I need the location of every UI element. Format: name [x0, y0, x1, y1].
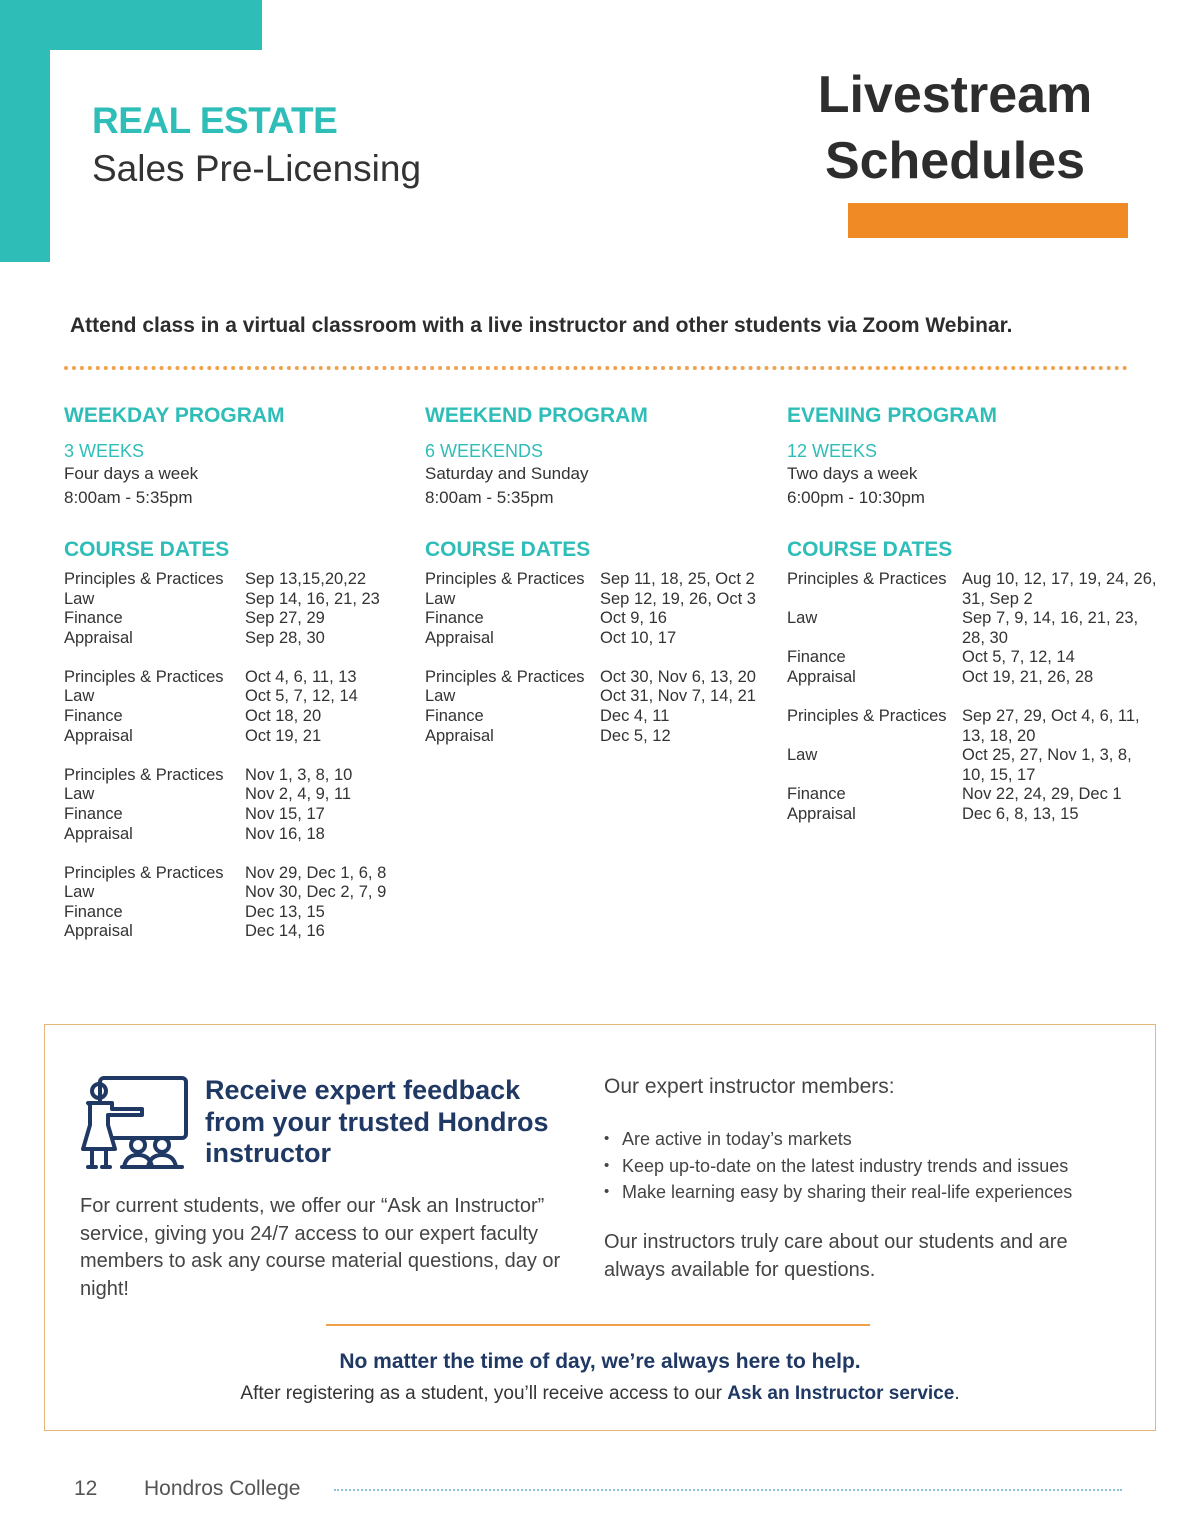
course-name: Appraisal — [787, 667, 856, 686]
course-dates: Sep 28, 30 — [245, 628, 325, 647]
program-days: Four days a week — [64, 464, 199, 483]
table-row — [425, 590, 785, 610]
course-name: Finance — [787, 648, 846, 667]
register-text — [44, 1383, 1156, 1405]
course-dates: Nov 29, Dec 1, 6, 8 — [245, 863, 387, 882]
course-date-group — [64, 668, 424, 746]
course-dates: Aug 10, 12, 17, 19, 24, 26, 31, Sep 2 — [962, 570, 1157, 608]
course-name: Principles & Practices — [787, 570, 947, 588]
course-name: Principles & Practices — [425, 667, 585, 686]
course-name: Law — [64, 589, 95, 608]
instructor-icon — [78, 1075, 190, 1171]
weekday-program-column — [64, 404, 424, 962]
course-name: Appraisal — [425, 726, 494, 745]
table-row — [425, 609, 785, 629]
table-row — [64, 570, 424, 590]
course-dates: Sep 14, 16, 21, 23 — [245, 589, 380, 608]
table-row — [64, 805, 424, 825]
course-name: Appraisal — [787, 805, 856, 824]
table-row — [425, 707, 785, 727]
course-dates: Oct 25, 27, Nov 1, 3, 8, 10, 15, 17 — [962, 746, 1132, 784]
course-dates: Oct 4, 6, 11, 13 — [245, 667, 357, 686]
course-dates: Oct 18, 20 — [245, 707, 322, 726]
course-name: Finance — [425, 609, 484, 628]
members-list — [604, 1126, 1072, 1206]
footer-dotted-line — [334, 1489, 1122, 1491]
page-title-line2: Schedules — [824, 132, 1086, 190]
program-duration: 3 WEEKS — [64, 441, 145, 461]
table-row — [64, 766, 424, 786]
table-row — [64, 864, 424, 884]
course-date-group — [787, 570, 1157, 688]
course-name: Finance — [64, 902, 123, 921]
table-row — [787, 648, 1157, 668]
program-heading: EVENING PROGRAM — [787, 404, 998, 427]
course-name: Principles & Practices — [64, 765, 224, 784]
course-name: Principles & Practices — [64, 667, 224, 686]
table-row — [64, 922, 424, 942]
feedback-title: Receive expert feedback from your trusted Hondros instructor — [205, 1075, 549, 1168]
intro-text: Attend class in a virtual classroom with a live instructor and other students via Zoom Webinar. — [70, 314, 1013, 337]
course-name: Appraisal — [425, 628, 494, 647]
course-name: Principles & Practices — [787, 707, 947, 726]
table-row — [787, 805, 1157, 825]
table-row — [64, 609, 424, 629]
course-name: Law — [64, 785, 95, 804]
course-dates: Nov 16, 18 — [245, 824, 325, 843]
program-title: REAL ESTATE — [92, 100, 338, 141]
course-name: Principles & Practices — [64, 863, 224, 882]
course-name: Finance — [64, 707, 123, 726]
table-row — [64, 707, 424, 727]
table-row — [425, 570, 785, 590]
course-dates-heading: COURSE DATES — [64, 538, 230, 561]
program-heading: WEEKEND PROGRAM — [425, 404, 648, 427]
program-subtitle: Sales Pre-Licensing — [92, 148, 422, 189]
course-name: Finance — [64, 609, 123, 628]
course-name: Appraisal — [64, 628, 133, 647]
course-dates: Oct 31, Nov 7, 14, 21 — [600, 687, 756, 706]
table-row — [64, 785, 424, 805]
table-row — [425, 629, 785, 649]
ask-instructor-link: Ask an Instructor service — [727, 1383, 955, 1404]
course-name: Principles & Practices — [64, 570, 224, 588]
table-row — [787, 746, 1157, 785]
course-date-group — [64, 864, 424, 942]
course-dates: Sep 27, 29 — [245, 609, 325, 628]
page-title — [790, 62, 1120, 194]
course-name: Law — [64, 687, 95, 706]
course-name: Law — [64, 883, 95, 902]
course-dates: Dec 4, 11 — [600, 707, 670, 726]
program-heading: WEEKDAY PROGRAM — [64, 404, 285, 427]
course-dates: Nov 22, 24, 29, Dec 1 — [962, 785, 1122, 804]
course-name: Appraisal — [64, 726, 133, 745]
register-suffix: . — [954, 1383, 960, 1404]
members-title: Our expert instructor members: — [604, 1075, 895, 1098]
table-row — [787, 707, 1157, 746]
table-row — [787, 785, 1157, 805]
course-dates: Sep 7, 9, 14, 16, 21, 23, 28, 30 — [962, 609, 1139, 647]
table-row — [425, 687, 785, 707]
course-date-group — [425, 668, 785, 746]
course-dates: Oct 5, 7, 12, 14 — [245, 687, 358, 706]
program-duration: 6 WEEKENDS — [425, 441, 544, 461]
course-name: Finance — [64, 804, 123, 823]
members-text: Our instructors truly care about our students and are always available for questions. — [604, 1231, 1068, 1281]
course-dates: Nov 30, Dec 2, 7, 9 — [245, 883, 387, 902]
table-row — [64, 668, 424, 688]
course-dates: Nov 2, 4, 9, 11 — [245, 785, 352, 804]
college-name: Hondros College — [144, 1477, 301, 1500]
course-name: Law — [425, 687, 456, 706]
course-dates: Nov 1, 3, 8, 10 — [245, 765, 353, 784]
list-item: • Keep up-to-date on the latest industry trends and issues — [604, 1153, 1072, 1180]
course-dates: Oct 10, 17 — [600, 628, 677, 647]
course-name: Law — [787, 609, 818, 628]
weekend-program-column — [425, 404, 785, 766]
course-name: Appraisal — [64, 922, 133, 941]
course-dates: Sep 11, 18, 25, Oct 2 — [600, 570, 755, 588]
table-row — [64, 687, 424, 707]
course-name: Law — [425, 589, 456, 608]
feedback-text: For current students, we offer our “Ask an Instructor” service, giving you 24/7 access to our expert faculty members to ask any course material questions, day or night! — [80, 1195, 561, 1300]
course-name: Principles & Practices — [425, 570, 585, 588]
course-dates: Sep 27, 29, Oct 4, 6, 11, 13, 18, 20 — [962, 707, 1140, 745]
course-dates: Dec 14, 16 — [245, 922, 325, 941]
program-days: Two days a week — [787, 464, 918, 483]
course-dates: Oct 30, Nov 6, 13, 20 — [600, 667, 756, 686]
table-row — [64, 825, 424, 845]
course-date-group — [787, 707, 1157, 825]
course-dates: Sep 13,15,20,22 — [245, 570, 367, 588]
table-row — [64, 629, 424, 649]
page-title-line1: Livestream — [817, 66, 1093, 124]
course-dates: Dec 13, 15 — [245, 902, 325, 921]
program-time: 8:00am - 5:35pm — [64, 488, 193, 507]
course-dates-heading: COURSE DATES — [787, 538, 953, 561]
course-dates: Nov 15, 17 — [245, 804, 325, 823]
list-item: • Make learning easy by sharing their real-life experiences — [604, 1179, 1072, 1206]
course-dates: Dec 6, 8, 13, 15 — [962, 805, 1079, 824]
course-name: Law — [787, 746, 818, 765]
table-row — [64, 727, 424, 747]
evening-program-column — [787, 404, 1157, 844]
help-text: No matter the time of day, we’re always here to help. — [339, 1350, 861, 1373]
course-name: Appraisal — [64, 824, 133, 843]
table-row — [64, 903, 424, 923]
course-name: Finance — [425, 707, 484, 726]
table-row — [64, 590, 424, 610]
table-row — [425, 727, 785, 747]
register-prefix: After registering as a student, you’ll receive access to our — [240, 1383, 728, 1404]
course-dates: Sep 12, 19, 26, Oct 3 — [600, 589, 756, 608]
course-date-group — [64, 766, 424, 844]
dotted-divider — [64, 366, 1128, 370]
list-item: • Are active in today’s markets — [604, 1126, 1072, 1153]
course-dates: Oct 9, 16 — [600, 609, 667, 628]
course-date-group — [64, 570, 424, 648]
program-days: Saturday and Sunday — [425, 464, 589, 483]
course-dates: Dec 5, 12 — [600, 726, 671, 745]
table-row — [787, 668, 1157, 688]
page-number: 12 — [74, 1477, 98, 1500]
course-date-group — [425, 570, 785, 648]
orange-rule — [326, 1324, 870, 1326]
program-duration: 12 WEEKS — [787, 441, 878, 461]
table-row — [64, 883, 424, 903]
table-row — [787, 570, 1157, 609]
table-row — [787, 609, 1157, 648]
course-dates: Oct 19, 21 — [245, 726, 322, 745]
course-dates-heading: COURSE DATES — [425, 538, 591, 561]
program-time: 6:00pm - 10:30pm — [787, 488, 925, 507]
course-dates: Oct 5, 7, 12, 14 — [962, 648, 1075, 667]
program-time: 8:00am - 5:35pm — [425, 488, 554, 507]
orange-accent-bar — [848, 203, 1128, 238]
course-name: Finance — [787, 785, 846, 804]
course-dates: Oct 19, 21, 26, 28 — [962, 667, 1094, 686]
table-row — [425, 668, 785, 688]
